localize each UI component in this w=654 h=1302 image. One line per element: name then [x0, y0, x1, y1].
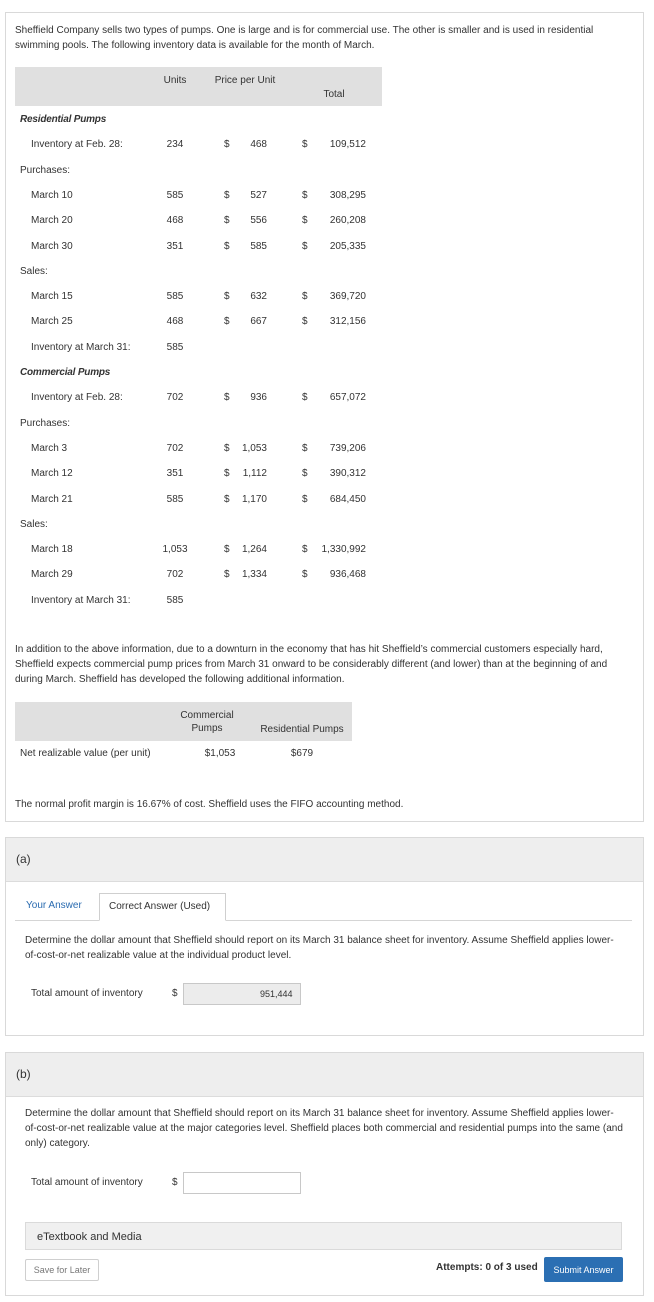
units-header: Units	[163, 75, 187, 86]
table-row-price: 1,170	[241, 494, 267, 505]
table-row-units: 468	[166, 215, 184, 226]
etextbook-media-label: eTextbook and Media	[37, 1231, 142, 1243]
table-row-label: Commercial Pumps	[20, 367, 111, 378]
table-row-price-dollar: $	[224, 468, 230, 479]
additional-info-text: In addition to the above information, due to a downturn in the economy that has hit Sheffield’s commercial customers especially hard, Sheffield expects commercial pump prices from March 31 onward to be considerably different (and lower) than at the beginning of and during March. Sheffield has developed the following additional information.	[15, 644, 608, 685]
table-row-units: 585	[166, 494, 184, 505]
part-a-label: Total amount of inventory	[31, 988, 143, 999]
part-a-amount-value: 951,444	[260, 989, 293, 999]
table-row-price: 1,264	[241, 544, 267, 555]
table-row-total-dollar: $	[302, 215, 308, 226]
table-row-price-dollar: $	[224, 392, 230, 403]
table-row-label: March 20	[31, 215, 73, 226]
table-row-units: 585	[166, 595, 184, 606]
table-row-units: 702	[166, 392, 184, 403]
nrv-residential-value: $679	[290, 748, 314, 759]
table-row-price-dollar: $	[224, 569, 230, 580]
table-row-units: 585	[166, 291, 184, 302]
table-row-total-dollar: $	[302, 569, 308, 580]
table-row-label: Sales:	[20, 519, 48, 530]
etextbook-media-bar[interactable]	[25, 1222, 622, 1250]
table-row-total-dollar: $	[302, 468, 308, 479]
profit-margin-text: The normal profit margin is 16.67% of cost. Sheffield uses the FIFO accounting method.	[15, 799, 404, 810]
table-row-units: 702	[166, 569, 184, 580]
table-row-price-dollar: $	[224, 241, 230, 252]
table-row-label: Purchases:	[20, 418, 71, 429]
table-row-total: 390,312	[329, 468, 366, 479]
price-header: Price per Unit	[214, 75, 276, 86]
part-b-amount-input[interactable]	[183, 1172, 301, 1194]
table-row-units: 351	[166, 468, 184, 479]
table-row-label: March 30	[31, 241, 73, 252]
table-row-total-dollar: $	[302, 139, 308, 150]
tab-your-answer[interactable]: Your Answer	[26, 900, 82, 911]
table-row-label: Inventory at Feb. 28:	[31, 139, 123, 150]
table-row-label: Residential Pumps	[20, 114, 107, 125]
table-row-label: March 29	[31, 569, 73, 580]
table-row-units: 585	[166, 190, 184, 201]
table-row-total-dollar: $	[302, 494, 308, 505]
table-row-price: 1,112	[242, 468, 267, 479]
table-row-total: 684,450	[329, 494, 366, 505]
table-row-total-dollar: $	[302, 544, 308, 555]
table-row-total: 1,330,992	[321, 544, 366, 555]
table-row-total-dollar: $	[302, 241, 308, 252]
table-row-price: 667	[250, 316, 267, 327]
tab-correct-answer-label: Correct Answer (Used)	[109, 901, 211, 912]
table-row-units: 351	[166, 241, 184, 252]
table-row-total-dollar: $	[302, 291, 308, 302]
table-row-label: March 25	[31, 316, 73, 327]
table-row-price-dollar: $	[224, 316, 230, 327]
table-row-total: 312,156	[329, 316, 366, 327]
table-row-total: 308,295	[329, 190, 366, 201]
part-a-amount-field[interactable]	[183, 983, 301, 1005]
table-row-units: 702	[166, 443, 184, 454]
table-row-units: 234	[166, 139, 184, 150]
table-row-label: Purchases:	[20, 165, 71, 176]
tab-correct-answer[interactable]	[99, 893, 226, 921]
table-row-price: 468	[250, 139, 267, 150]
table-row-price: 632	[250, 291, 267, 302]
table-row-units: 1,053	[162, 544, 188, 555]
table-row-price: 585	[250, 241, 267, 252]
table-row-price: 1,053	[241, 443, 267, 454]
total-header: Total	[323, 89, 345, 100]
part-b-label: Total amount of inventory	[31, 1177, 143, 1188]
part-a-dollar: $	[172, 988, 178, 999]
table-row-price: 527	[250, 190, 267, 201]
table-row-price: 936	[250, 392, 267, 403]
table-row-label: March 15	[31, 291, 73, 302]
table-row-label: Inventory at Feb. 28:	[31, 392, 123, 403]
part-b-header	[6, 1053, 643, 1097]
table-row-label: Inventory at March 31:	[31, 595, 131, 606]
nrv-row-label: Net realizable value (per unit)	[20, 748, 151, 759]
attempts-text: Attempts: 0 of 3 used	[436, 1262, 538, 1273]
table-row-units: 468	[166, 316, 184, 327]
table-row-total: 369,720	[329, 291, 366, 302]
table-row-total: 936,468	[329, 569, 366, 580]
submit-answer-button[interactable]: Submit Answer	[544, 1257, 623, 1282]
save-for-later-button[interactable]: Save for Later	[25, 1259, 99, 1281]
table-row-total-dollar: $	[302, 316, 308, 327]
table-row-total: 205,335	[329, 241, 366, 252]
table-row-total: 109,512	[329, 139, 366, 150]
table-row-total: 657,072	[329, 392, 366, 403]
table-row-price-dollar: $	[224, 443, 230, 454]
part-a-letter: (a)	[16, 852, 31, 866]
table-row-price: 556	[250, 215, 267, 226]
part-b-question: Determine the dollar amount that Sheffield should report on its March 31 balance sheet for inventory. Assume Sheffield applies lower-of-cost-or-net realizable value at the major categories level. Sheffield places both commercial and residential pumps into the same (and only) category.	[25, 1108, 623, 1149]
part-a-question: Determine the dollar amount that Sheffield should report on its March 31 balance sheet for inventory. Assume Sheffield applies lower-of-cost-or-net realizable value at the individual product level.	[25, 935, 614, 961]
part-b-dollar: $	[172, 1177, 178, 1188]
table-row-price-dollar: $	[224, 190, 230, 201]
table-row-price-dollar: $	[224, 139, 230, 150]
nrv-commercial-value: $1,053	[204, 748, 236, 759]
table-row-price-dollar: $	[224, 494, 230, 505]
table-row-price-dollar: $	[224, 215, 230, 226]
table-row-units: 585	[166, 342, 184, 353]
table-row-label: March 18	[31, 544, 73, 555]
part-a-header	[6, 838, 643, 882]
table-row-label: March 21	[31, 494, 73, 505]
part-b-letter: (b)	[16, 1067, 31, 1081]
table-row-label: March 10	[31, 190, 73, 201]
table-row-label: March 12	[31, 468, 73, 479]
table-row-total-dollar: $	[302, 443, 308, 454]
table-row-price-dollar: $	[224, 544, 230, 555]
intro-text: Sheffield Company sells two types of pumps. One is large and is for commercial use. The other is smaller and is used in residential swimming pools. The following inventory data is available for the month of March.	[15, 25, 594, 51]
nrv-commercial-header: Commercial Pumps	[180, 710, 234, 734]
table-row-label: Inventory at March 31:	[31, 342, 131, 353]
table-row-label: Sales:	[20, 266, 48, 277]
problem-panel	[5, 12, 644, 822]
table-row-total-dollar: $	[302, 190, 308, 201]
table-row-price: 1,334	[241, 569, 267, 580]
table-row-price-dollar: $	[224, 291, 230, 302]
table-row-total-dollar: $	[302, 392, 308, 403]
table-row-total: 260,208	[329, 215, 366, 226]
table-row-total: 739,206	[329, 443, 366, 454]
table-row-label: March 3	[31, 443, 68, 454]
nrv-residential-header: Residential Pumps	[260, 724, 344, 735]
